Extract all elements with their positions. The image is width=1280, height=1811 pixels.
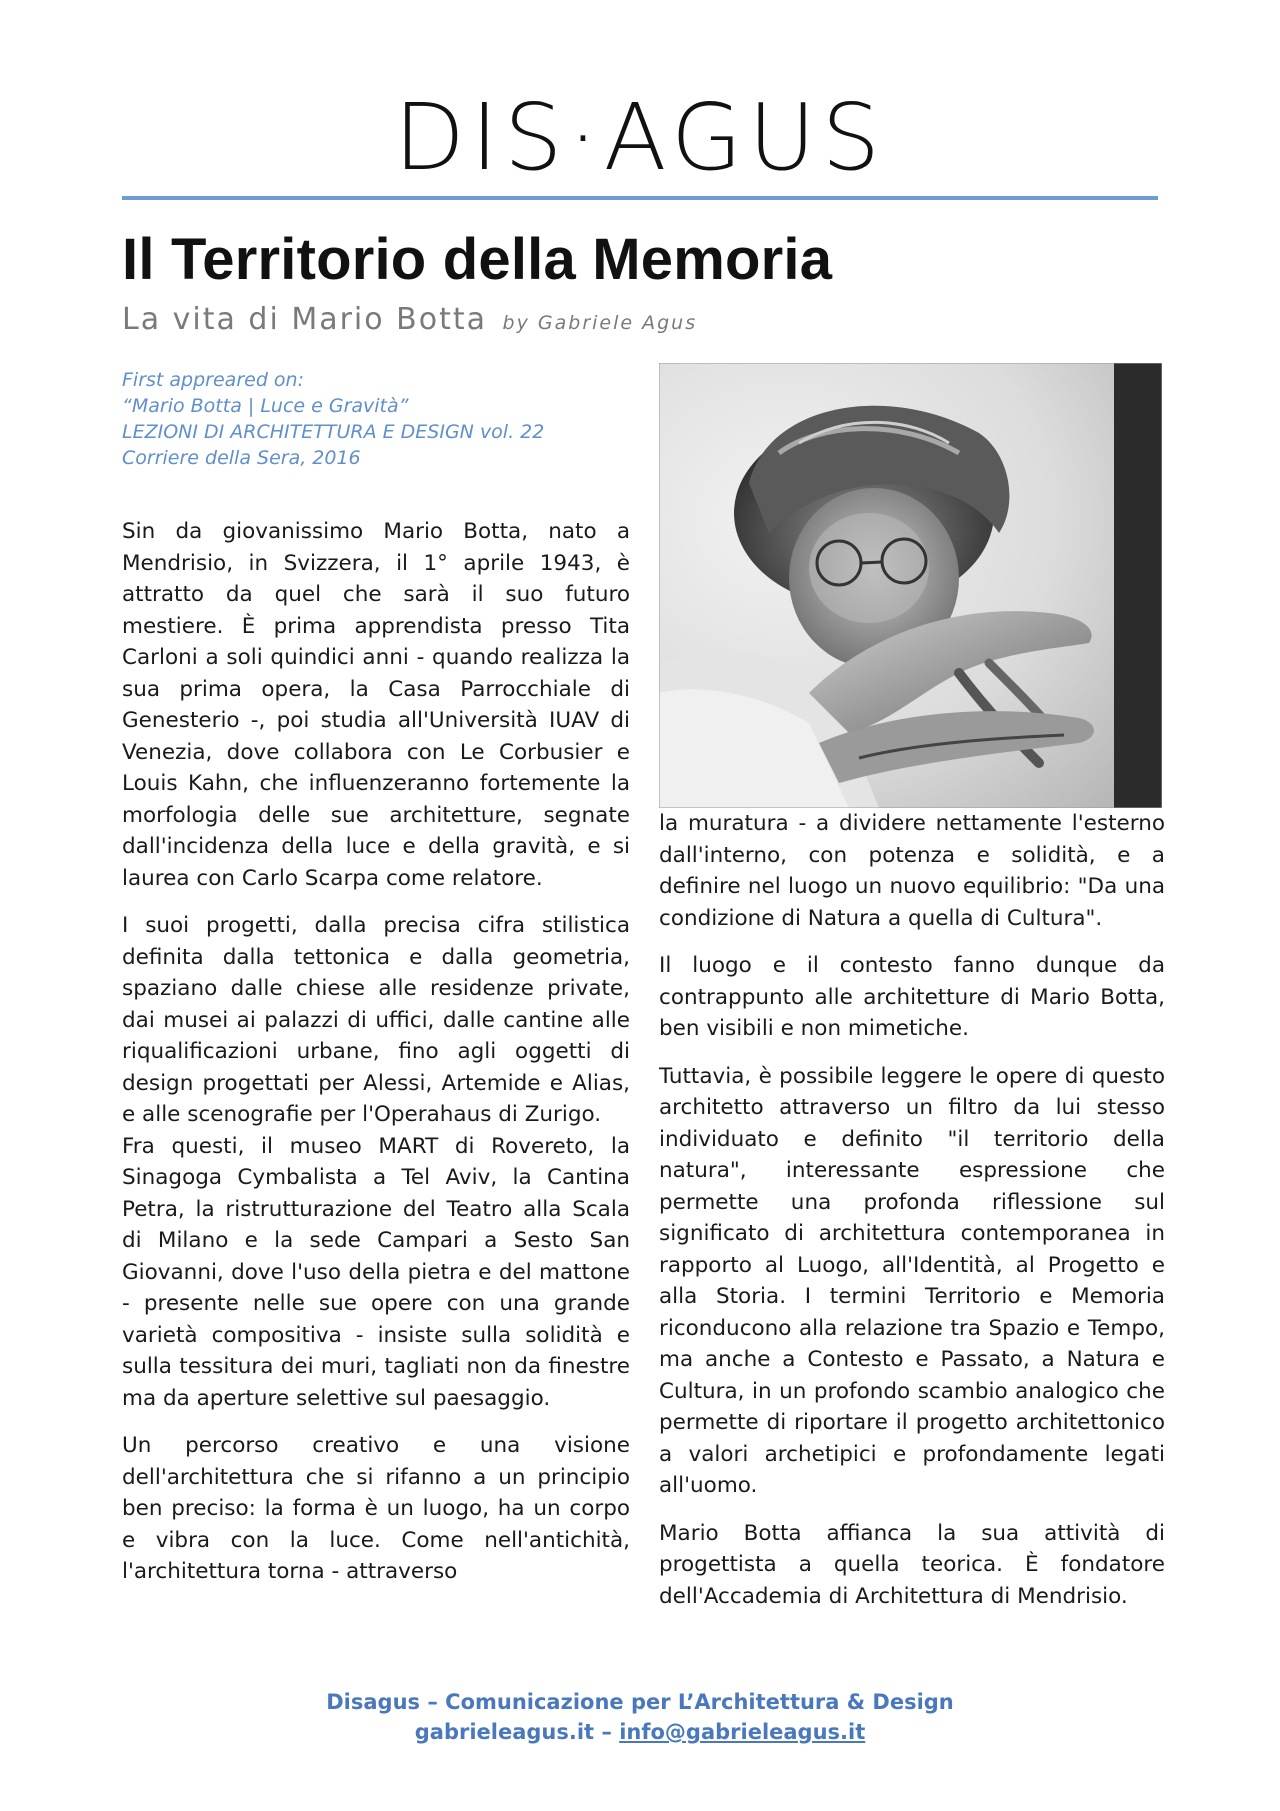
article-column-right [659, 808, 1165, 1612]
paragraph: Sin da giovanissimo Mario Botta, nato a Mendrisio, in Svizzera, il 1° aprile 1943, è attratto da quel che sarà il suo futuro mestiere. È prima apprendista presso Tita Carloni a soli quindici anni - quando realizza la sua prima opera, la Casa Parrocchiale di Genesterio -, poi studia all'Università IUAV di Venezia, dove collabora con Le Corbusier e Louis Kahn, che influenzeranno fortemente la morfologia delle sue architetture, segnate dall'incidenza della luce e della gravità, e si laurea con Carlo Scarpa come relatore. [122, 519, 630, 891]
page-title: Il Territorio della Memoria [122, 227, 833, 292]
paragraph: Tuttavia, è possibile leggere le opere di questo architetto attraverso un filtro da lui stesso individuato e definito "il territorio della natura", interessante espressione che permette una profonda riflessione sul significato di architettura contemporanea in rapporto al Luogo, all'Identità, al Progetto e alla Storia. I termini Territorio e Memoria riconducono alla relazione tra Spazio e Tempo, ma anche a Contesto e Passato, a Natura e Cultura, in un profondo scambio analogico che permette di riportare il progetto architettonico a valori archetipici e profondamente legati all'uomo. [659, 1063, 1165, 1498]
paragraph: Il luogo e il contesto fanno dunque da contrappunto alle architetture di Mario Botta, ben visibili e non mimetiche. [659, 953, 1165, 1041]
paragraph: I suoi progetti, dalla precisa cifra stilistica definita dalla tettonica e dalla geometria, spaziano dalle chiese alle residenze private, dai musei ai palazzi di uffici, dalle cantine alle riqualificazioni urbane, fino agli oggetti di design progettati per Alessi, Artemide e Alias, e alle scenografie per l'Operahaus di Zurigo. [122, 913, 630, 1127]
byline: by Gabriele Agus [502, 312, 698, 334]
brand-logo: DIS·AGUS [394, 84, 886, 191]
footer-website: gabrieleagus.it – [414, 1720, 612, 1744]
publication-source [122, 367, 642, 471]
paragraph: Fra questi, il museo MART di Rovereto, la Sinagoga Cymbalista a Tel Aviv, la Cantina Petra, la ristrutturazione del Teatro alla Scala di Milano e la sede Campari a Sesto San Giovanni, dove l'uso della pietra e del mattone - presente nelle sue opere con una grande varietà compositiva - insiste sulla solidità e sulla tessitura dei muri, tagliati non da finestre ma da aperture selettive sul paesaggio. [122, 1133, 630, 1411]
paragraph: Mario Botta affianca la sua attività di progettista a quella teorica. È fondatore dell'Accademia di Architettura di Mendrisio. [659, 1520, 1165, 1609]
footer-contacts [0, 1717, 1280, 1747]
paragraph: la muratura - a dividere nettamente l'esterno dall'interno, con potenza e solidità, e a definire nel luogo un nuovo equilibrio: "Da una condizione di Natura a quella di Cultura". [659, 811, 1165, 931]
paragraph: Un percorso creativo e una visione dell'architettura che si rifanno a un principio ben preciso: la forma è un luogo, ha un corpo e vibra con la luce. Come nell'antichità, l'architettura torna - attraverso [122, 1433, 630, 1584]
source-line: LEZIONI DI ARCHITETTURA E DESIGN vol. 22 [122, 421, 545, 443]
subtitle-text: La vita di Mario Botta [122, 302, 487, 337]
portrait-photo [659, 363, 1162, 808]
portrait-illustration [659, 363, 1162, 808]
page-footer [0, 1687, 1280, 1747]
source-line: “Mario Botta | Luce e Gravità” [122, 395, 409, 417]
article-column-left [122, 516, 630, 1588]
page-subtitle [122, 302, 697, 337]
source-line: Corriere della Sera, 2016 [122, 447, 361, 469]
footer-company: Disagus – Comunicazione per L’Architettura & Design [326, 1690, 954, 1714]
header-divider [122, 196, 1158, 200]
footer-email-link[interactable]: info@gabrieleagus.it [619, 1720, 866, 1744]
source-line: First appreared on: [122, 369, 304, 391]
